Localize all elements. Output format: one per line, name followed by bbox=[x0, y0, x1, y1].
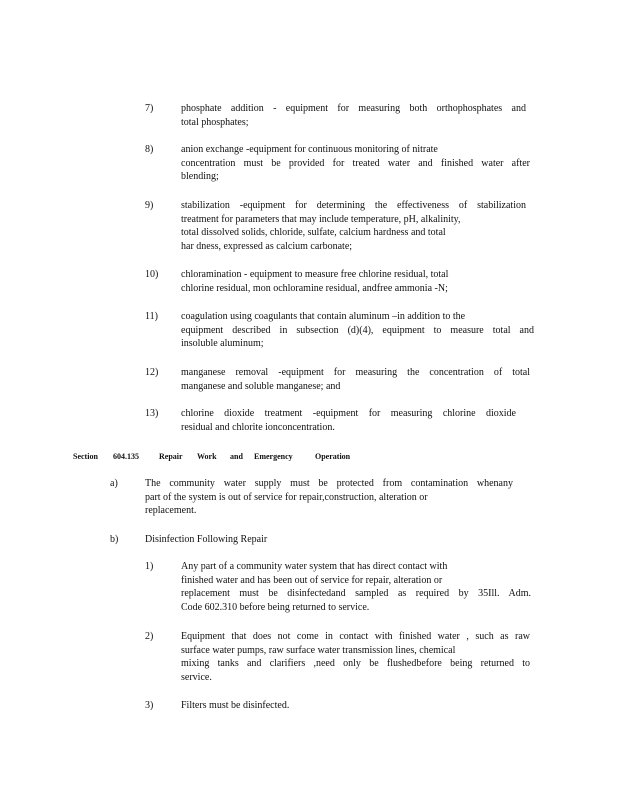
item-line: surface water pumps, raw surface water transmission lines, chemical bbox=[181, 644, 456, 656]
item-line: replacement must be disinfectedand sampled as required by 35Ill. Adm. bbox=[181, 588, 531, 599]
item-number: 2) bbox=[145, 631, 154, 642]
item-line: chloramination - equipment to measure free chlorine residual, total bbox=[181, 269, 449, 280]
item-line: coagulation using coagulants that contain aluminum –in addition to the bbox=[181, 311, 466, 322]
item-number: 3) bbox=[145, 700, 154, 711]
subsection-text bbox=[145, 477, 513, 518]
item-number: 10) bbox=[145, 269, 159, 280]
item-line: blending; bbox=[181, 171, 219, 182]
item-line: anion exchange -equipment for continuous monitoring of nitrate bbox=[181, 144, 438, 155]
item-number: 13) bbox=[145, 408, 159, 419]
subsection-line: replacement. bbox=[145, 505, 197, 516]
item-number: 8) bbox=[145, 144, 154, 155]
subsection-title: Disinfection Following Repair bbox=[145, 534, 268, 545]
item-line: manganese and soluble manganese; and bbox=[181, 380, 341, 392]
item-number: 12) bbox=[145, 367, 159, 378]
item-line: finished water and has been out of service for repair, alteration or bbox=[181, 574, 443, 586]
item-line: equipment described in subsection (d)(4), equipment to measure total and bbox=[181, 324, 534, 336]
item-number: 11) bbox=[145, 311, 158, 322]
item-line: chlorine residual, mon ochloramine residual, andfree ammonia -N; bbox=[181, 282, 448, 294]
subsection-letter: b) bbox=[110, 534, 119, 545]
item-line: phosphate addition - equipment for measuring both orthophosphates and bbox=[181, 103, 526, 114]
section-title-word: Work bbox=[197, 452, 217, 461]
item-text bbox=[181, 366, 530, 393]
item-line: mixing tanks and clarifiers ,need only be flushedbefore being returned to bbox=[181, 658, 530, 669]
item-line: total phosphates; bbox=[181, 116, 249, 128]
item-line: manganese removal -equipment for measuring the concentration of total bbox=[181, 367, 530, 378]
section-number: 604.135 bbox=[113, 452, 139, 461]
subsection-line: part of the system is out of service for repair,construction, alteration or bbox=[145, 491, 428, 503]
item-line: chlorine dioxide treatment -equipment for measuring chlorine dioxide bbox=[181, 408, 516, 419]
subsection-letter: a) bbox=[110, 478, 118, 489]
item-text bbox=[181, 102, 526, 129]
item-number: 1) bbox=[145, 561, 154, 572]
item-number: 9) bbox=[145, 200, 154, 211]
section-title-word: Repair bbox=[159, 452, 183, 461]
item-line: har dness, expressed as calcium carbonate; bbox=[181, 240, 353, 252]
item-line: stabilization -equipment for determining the effectiveness of stabilization bbox=[181, 200, 526, 211]
item-line: Filters must be disinfected. bbox=[181, 700, 290, 711]
item-text bbox=[181, 699, 381, 713]
item-text bbox=[181, 407, 516, 434]
section-title-word: Emergency bbox=[254, 452, 293, 461]
item-text bbox=[181, 268, 526, 295]
item-line: total dissolved solids, chloride, sulfate, calcium hardness and total bbox=[181, 227, 446, 238]
item-line: service. bbox=[181, 671, 212, 683]
item-text bbox=[181, 199, 526, 253]
section-title-word: Operation bbox=[315, 452, 351, 461]
item-number: 7) bbox=[145, 103, 154, 114]
section-title-word: and bbox=[230, 452, 243, 461]
item-line: concentration must be provided for treated water and finished water after bbox=[181, 157, 530, 169]
item-text bbox=[181, 310, 534, 351]
item-line: Any part of a community water system that has direct contact with bbox=[181, 561, 448, 572]
item-line: insoluble aluminum; bbox=[181, 338, 264, 349]
item-line: treatment for parameters that may include temperature, pH, alkalinity, bbox=[181, 213, 461, 225]
item-line: Code 602.310 before being returned to service. bbox=[181, 601, 370, 613]
item-text bbox=[181, 560, 531, 614]
item-text bbox=[181, 630, 530, 684]
subsection-line: The community water supply must be protected from contamination whenany bbox=[145, 478, 513, 489]
item-text bbox=[181, 143, 530, 184]
item-line: Equipment that does not come in contact with finished water , such as raw bbox=[181, 631, 530, 642]
item-line: residual and chlorite ionconcentration. bbox=[181, 421, 335, 433]
section-label: Section bbox=[73, 452, 98, 461]
